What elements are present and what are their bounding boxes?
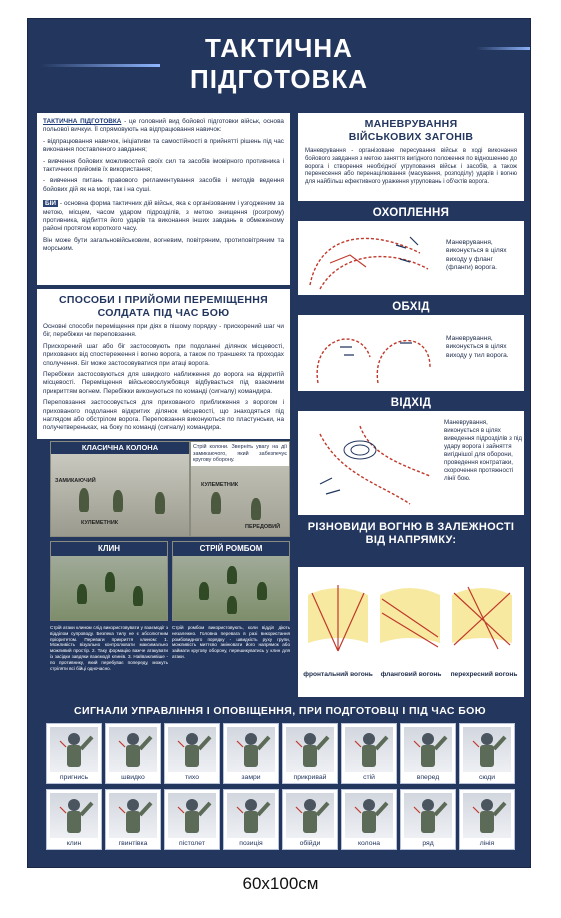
soldier-signal-figure [404, 727, 452, 772]
signal-label: швидко [121, 774, 145, 781]
signal-card [459, 789, 515, 850]
signal-card [223, 789, 279, 850]
term-battle: БІЙ [45, 200, 56, 208]
soldier-signal-figure [227, 727, 275, 772]
signal-label: вперед [416, 774, 440, 781]
soldier-figure [79, 488, 89, 512]
soldier-signal-figure [345, 727, 393, 772]
fire-diagram [298, 573, 524, 669]
signal-card [105, 723, 161, 784]
soldier-signal-figure [286, 727, 334, 772]
signal-card [46, 789, 102, 850]
column-formation-note: Стрій колони. Зверніть увагу на дії замикаючого, який забезпечує кругову оборону. [191, 442, 289, 466]
soldier-signal-figure [286, 793, 334, 838]
soldier-signal-figure [109, 727, 157, 772]
withdrawal-title: ВІДХІД [390, 397, 432, 409]
envelopment-text: Маневрування, виконується в цілях виходу у фланг (фланги) ворога. [446, 239, 507, 272]
signal-label: клин [66, 840, 82, 847]
wedge-text: Стрій атаки клином слід використовувати у взаємодії з відділом супроводу. Безпека тилу не є абсолютним пріоритетом. Переваги прикриття клином: 1. Можливість візуально контролювати максимально можливий простір. 2. Таку формацію важче атакувати із засідки завдяки взаємодії клинів. 3. Найважливіше - по противнику, який перебуває попереду, можуть стріляти всі бійці одночасно. [50, 625, 168, 671]
soldier-figure [155, 492, 165, 514]
column-formation-photo-2 [190, 441, 290, 537]
methods-p2: Прискорений шаг або біг застосовують при подоланні ділянок місцевості, прихованих від спостереження і вогню ворога, а також по траншеях та проходах сполучення. Біг може застосовуватися при атаці ворога. [43, 342, 284, 367]
intro-text-1: - це головний вид бойової підготовки військ, основа польової вичкуи. Її спрямовують на відпрацювання навичок: [43, 118, 284, 134]
diamond-photo [172, 541, 290, 621]
diamond-text: Стрій ромбом використовують, коли відділ діють незалежно. Головна перевага в разі використання ромбовидного порядку - швидкість руху групи, можливість миттєво змінювати його напрямок або займати кругову оборону, перешикуватись у клин для атаки. [172, 625, 290, 659]
wedge-label: КЛИН [51, 542, 167, 556]
soldier-figure [105, 572, 115, 592]
signal-card [459, 723, 515, 784]
bypass-title: ОБХІД [392, 301, 430, 313]
intro-bullet-2: - вивчення бойових можливостей своїх сил та засобів імовірного противника і тактичних прийомів їх використання; [43, 157, 284, 174]
maneuver-title: МАНЕВРУВАННЯ ВІЙСЬКОВИХ ЗАГОНІВ [348, 118, 474, 143]
term-tactical: ТАКТИЧНА ПІДГОТОВКА [43, 118, 122, 125]
bypass-text: Маневрування, виконується в цілях виходу у тил ворога. [446, 335, 509, 359]
signal-card [223, 723, 279, 784]
signal-label: ряд [422, 840, 434, 847]
envelopment-title: ОХОПЛЕННЯ [372, 207, 450, 219]
signal-label: сюди [478, 774, 496, 781]
intro-bullet-3: - вивчення питань правового регламентування засобів і методів ведення бойових дій як на морі, так і на суші. [43, 177, 284, 193]
envelopment-diagram [300, 223, 442, 293]
intro-text-2: - основна форма тактичних дій військ, яка є організованим і узгодженим за метою, місцем, часом ударом підрозділів, з метою знищення (розгрому) противника, відбиття його ударів та виконання інших завдань в обмеженому районі протягом короткого часу. [43, 200, 284, 233]
methods-p3: Перебіжки застосовуються для швидкого наближення до ворога на відкритій місцевості. Переміщення військовослужбовця відбувається під взаємним прикриттям вогнем. Перебіжки виконуються по команді (сигналу) командира. [43, 371, 284, 395]
soldier-figure [133, 586, 143, 606]
column-formation-label: КЛАСИЧНА КОЛОНА [51, 442, 189, 454]
signal-label: гвинтівка [118, 840, 148, 847]
soldier-figure [227, 596, 237, 614]
gunner-label-1: КУЛЕМЕТНИК [81, 520, 119, 526]
soldier-figure [251, 498, 261, 520]
crossfire-label: перехресний вогонь [450, 671, 518, 678]
signal-card [164, 723, 220, 784]
soldier-signal-figure [345, 793, 393, 838]
bypass-panel [298, 315, 524, 391]
signal-label: тихо [184, 774, 199, 781]
signal-card [282, 723, 338, 784]
signal-label: обійди [299, 840, 321, 847]
withdrawal-diagram [300, 414, 442, 512]
flanking-fire-label: фланговий вогонь [380, 671, 442, 678]
signal-card [46, 723, 102, 784]
signal-label: пригнись [59, 774, 89, 781]
poster-title [28, 33, 530, 95]
column-formation-photo [50, 441, 190, 537]
soldier-figure [227, 566, 237, 584]
withdrawal-panel [298, 411, 524, 515]
crossfire-diagram [452, 587, 512, 649]
wedge-photo [50, 541, 168, 621]
signal-card [400, 789, 456, 850]
soldier-signal-figure [404, 793, 452, 838]
signal-card [341, 789, 397, 850]
envelopment-panel [298, 221, 524, 295]
withdrawal-text: Маневрування, виконується в цілях виведення підрозділів з під удару ворога і зайняття вигіднішої для оборони, проведення контратаки, скорочення протяжності лінії бою. [444, 419, 522, 482]
signal-card [164, 789, 220, 850]
signal-label: позиція [239, 840, 263, 847]
signal-label: колона [357, 840, 381, 847]
intro-text-3: Він може бути загальновійськовим, вогневим, повітряним, протиповітряним та морським. [43, 236, 284, 253]
signals-title: СИГНАЛИ УПРАВЛІННЯ І ОПОВІЩЕННЯ, ПРИ ПОДГОТОВЦІ І ПІД ЧАС БОЮ [74, 705, 486, 717]
title-line-1: ТАКТИЧНА [205, 33, 353, 63]
maneuver-panel [298, 113, 524, 201]
frontal-fire-diagram [308, 585, 368, 651]
diamond-label: СТРІЙ РОМБОМ [173, 542, 289, 556]
poster-board [27, 18, 531, 868]
flanking-fire-diagram [380, 588, 440, 647]
soldier-figure [211, 492, 221, 514]
soldier-signal-figure [168, 727, 216, 772]
soldier-signal-figure [463, 793, 511, 838]
signal-label: пістолет [179, 840, 205, 847]
signal-card [105, 789, 161, 850]
signal-label: замри [241, 774, 261, 781]
intro-panel [37, 113, 290, 285]
methods-p1: Основні способи переміщення при діях в пішому порядку - прискорений шаг чи біг, перебіжки чи переповзання. [43, 323, 284, 339]
soldier-signal-figure [227, 793, 275, 838]
soldier-signal-figure [463, 727, 511, 772]
soldier-signal-figure [109, 793, 157, 838]
signal-card [282, 789, 338, 850]
lead-man-label: ПЕРЕДОВИЙ [245, 524, 281, 530]
soldier-figure [199, 582, 209, 600]
soldier-figure [113, 490, 123, 512]
signal-label: лінія [479, 840, 495, 847]
closing-man-label: ЗАМИКАЮЧИЙ [55, 478, 96, 484]
frontal-fire-label: фронтальний вогонь [303, 671, 373, 678]
signal-label: прикривай [293, 774, 327, 781]
soldier-signal-figure [50, 793, 98, 838]
soldier-signal-figure [168, 793, 216, 838]
methods-panel [37, 289, 290, 439]
size-label: 60х100см [242, 874, 319, 893]
gunner-label-2: КУЛЕМЕТНИК [201, 482, 239, 488]
bypass-diagram [300, 317, 442, 389]
methods-p4: Переповзання застосовується для прихованого приближення з ворогом і прихованого подолання відкритих ділянок місцевості, що знаходяться під наглядом або обстрілом ворога. Переповзання виконуються по пластунськи, на получетвереньках, на боку по команді (сигналу) командира. [43, 399, 284, 432]
soldier-figure [77, 584, 87, 604]
methods-title: СПОСОБИ І ПРИЙОМИ ПЕРЕМІЩЕННЯ СОЛДАТА ПІД ЧАС БОЮ [59, 294, 268, 319]
signal-label: стій [363, 774, 375, 781]
signal-card [341, 723, 397, 784]
fire-title: РІЗНОВИДИ ВОГНЮ В ЗАЛЕЖНОСТІ ВІД НАПРЯМКУ: [307, 521, 515, 546]
soldier-signal-figure [50, 727, 98, 772]
fire-panel [298, 567, 524, 697]
maneuver-text: Маневрування - організоване пересування військ в ході виконання бойового завдання з метою заняття вигідного положення по відношенню до ворога і створення необхідної угруповання військ і засобів, а також перенесення або перенацілювання (масування, розподілу) ударів і вогню для найбільш ефективного ураження угруповань і об'єктів ворога. [305, 148, 517, 186]
signal-card [400, 723, 456, 784]
intro-bullet-1: - відпрацювання навичок, ініціативи та самостійності в прийнятті рішень під час виконання поставленого завдання; [43, 137, 284, 154]
soldier-figure [257, 582, 267, 600]
title-line-2: ПІДГОТОВКА [190, 64, 368, 94]
